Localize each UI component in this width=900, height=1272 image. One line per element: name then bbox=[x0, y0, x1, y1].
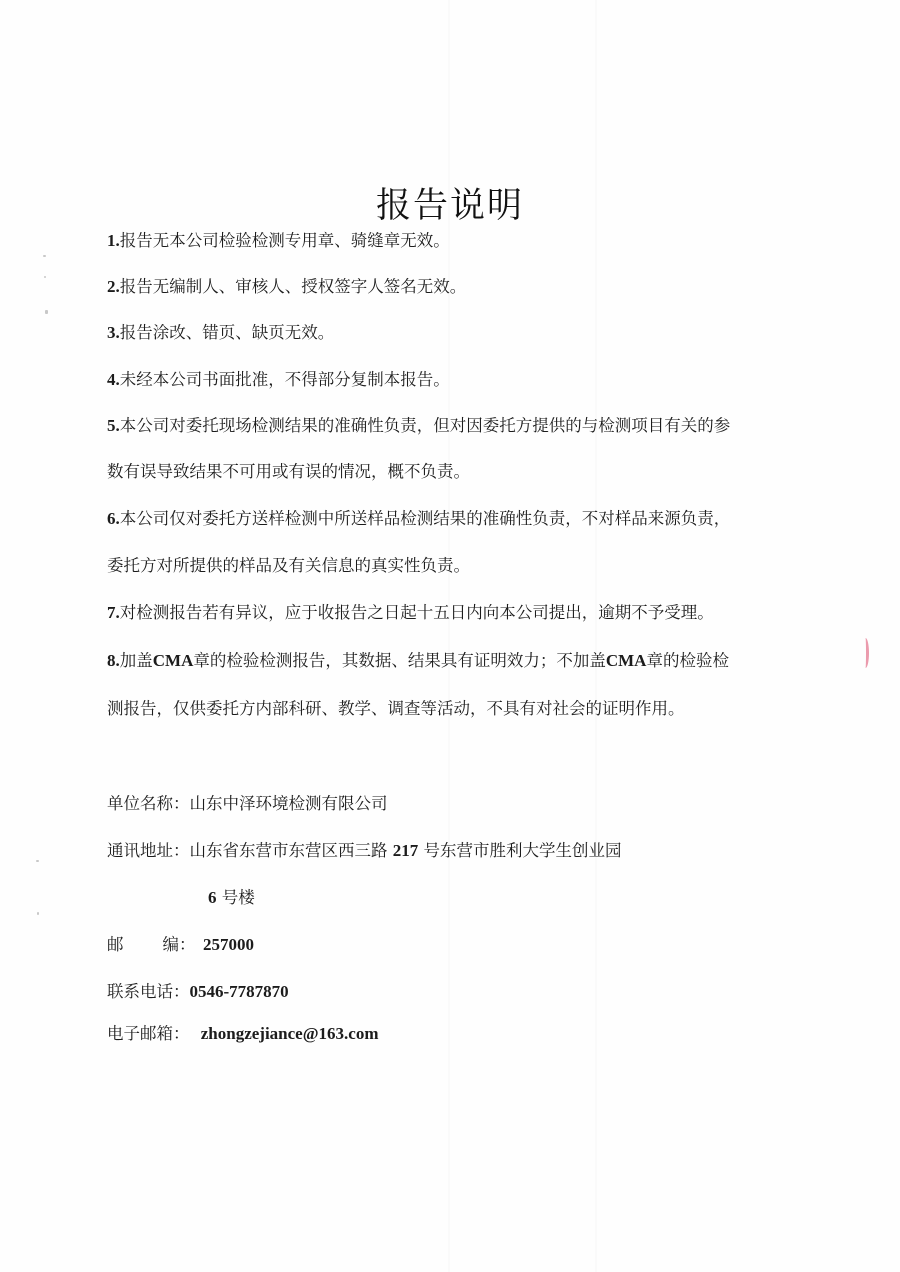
address-row bbox=[107, 840, 622, 862]
item-text: 委托方对所提供的样品及有关信息的真实性负责。 bbox=[107, 556, 470, 575]
address-value-part1: 山东省东营市东营区西三路 bbox=[189, 841, 388, 860]
cma-mark-text: CMA bbox=[152, 651, 194, 670]
item-number: 8. bbox=[107, 651, 120, 670]
email-label: 电子邮箱： bbox=[107, 1024, 190, 1043]
notice-item-2 bbox=[107, 276, 466, 298]
notice-item-8-continued bbox=[107, 698, 685, 720]
company-name-label: 单位名称： bbox=[107, 794, 190, 813]
address-street-number: 217 bbox=[392, 841, 419, 860]
seal-edge-mark bbox=[862, 638, 869, 668]
company-name-value: 山东中泽环境检测有限公司 bbox=[189, 794, 388, 813]
cma-mark-text: CMA bbox=[605, 651, 647, 670]
item-text: 加盖 bbox=[119, 651, 153, 670]
company-name-row bbox=[107, 793, 388, 815]
building-text: 号楼 bbox=[221, 888, 255, 907]
notice-item-3 bbox=[107, 322, 334, 344]
postal-label-char: 邮 bbox=[107, 935, 124, 954]
scan-speck bbox=[44, 276, 46, 278]
scan-speck bbox=[36, 860, 39, 862]
notice-item-5-continued bbox=[107, 461, 470, 483]
notice-item-6 bbox=[107, 508, 730, 530]
postal-code-row bbox=[107, 934, 254, 956]
item-text: 本公司仅对委托方送样检测中所送样品检测结果的准确性负责，不对样品来源负责， bbox=[119, 509, 731, 528]
notice-item-8 bbox=[107, 650, 729, 672]
postal-code-value: 257000 bbox=[203, 935, 254, 954]
notice-item-6-continued bbox=[107, 555, 470, 577]
building-number: 6 bbox=[208, 888, 217, 907]
notice-item-7 bbox=[107, 602, 714, 624]
phone-row bbox=[107, 981, 289, 1003]
postal-label-char: 编： bbox=[162, 935, 196, 954]
item-number: 3. bbox=[107, 323, 120, 342]
item-number: 2. bbox=[107, 277, 120, 296]
item-text: 章的检验检 bbox=[646, 651, 729, 670]
item-number: 1. bbox=[107, 231, 120, 250]
item-number: 5. bbox=[107, 416, 120, 435]
notice-item-4 bbox=[107, 369, 450, 391]
address-label: 通讯地址： bbox=[107, 841, 190, 860]
scan-speck bbox=[37, 912, 39, 915]
email-row bbox=[107, 1023, 379, 1045]
item-text: 未经本公司书面批准，不得部分复制本报告。 bbox=[119, 370, 450, 389]
phone-value: 0546-7787870 bbox=[189, 982, 289, 1001]
notice-item-5 bbox=[107, 415, 730, 437]
address-row-continued bbox=[208, 887, 255, 909]
item-text: 章的检验检测报告，其数据、结果具有证明效力；不加盖 bbox=[193, 651, 606, 670]
item-number: 6. bbox=[107, 509, 120, 528]
item-text: 测报告，仅供委托方内部科研、教学、调查等活动，不具有对社会的证明作用。 bbox=[107, 699, 685, 718]
notice-item-1 bbox=[107, 230, 450, 252]
item-text: 数有误导致结果不可用或有误的情况，概不负责。 bbox=[107, 462, 470, 481]
item-text: 本公司对委托现场检测结果的准确性负责，但对因委托方提供的与检测项目有关的参 bbox=[119, 416, 731, 435]
email-value: zhongzejiance@163.com bbox=[200, 1024, 379, 1043]
item-text: 报告涂改、错页、缺页无效。 bbox=[119, 323, 335, 342]
address-value-part2: 号东营市胜利大学生创业园 bbox=[423, 841, 622, 860]
postal-code-label bbox=[107, 934, 203, 956]
item-text: 报告无本公司检验检测专用章、骑缝章无效。 bbox=[119, 231, 450, 250]
item-text: 报告无编制人、审核人、授权签字人签名无效。 bbox=[119, 277, 467, 296]
item-number: 7. bbox=[107, 603, 120, 622]
item-number: 4. bbox=[107, 370, 120, 389]
scan-speck bbox=[45, 310, 48, 314]
item-text: 对检测报告若有异议，应于收报告之日起十五日内向本公司提出，逾期不予受理。 bbox=[119, 603, 714, 622]
scan-speck bbox=[43, 255, 46, 257]
page-title: 报告说明 bbox=[375, 186, 524, 227]
phone-label: 联系电话： bbox=[107, 982, 190, 1001]
